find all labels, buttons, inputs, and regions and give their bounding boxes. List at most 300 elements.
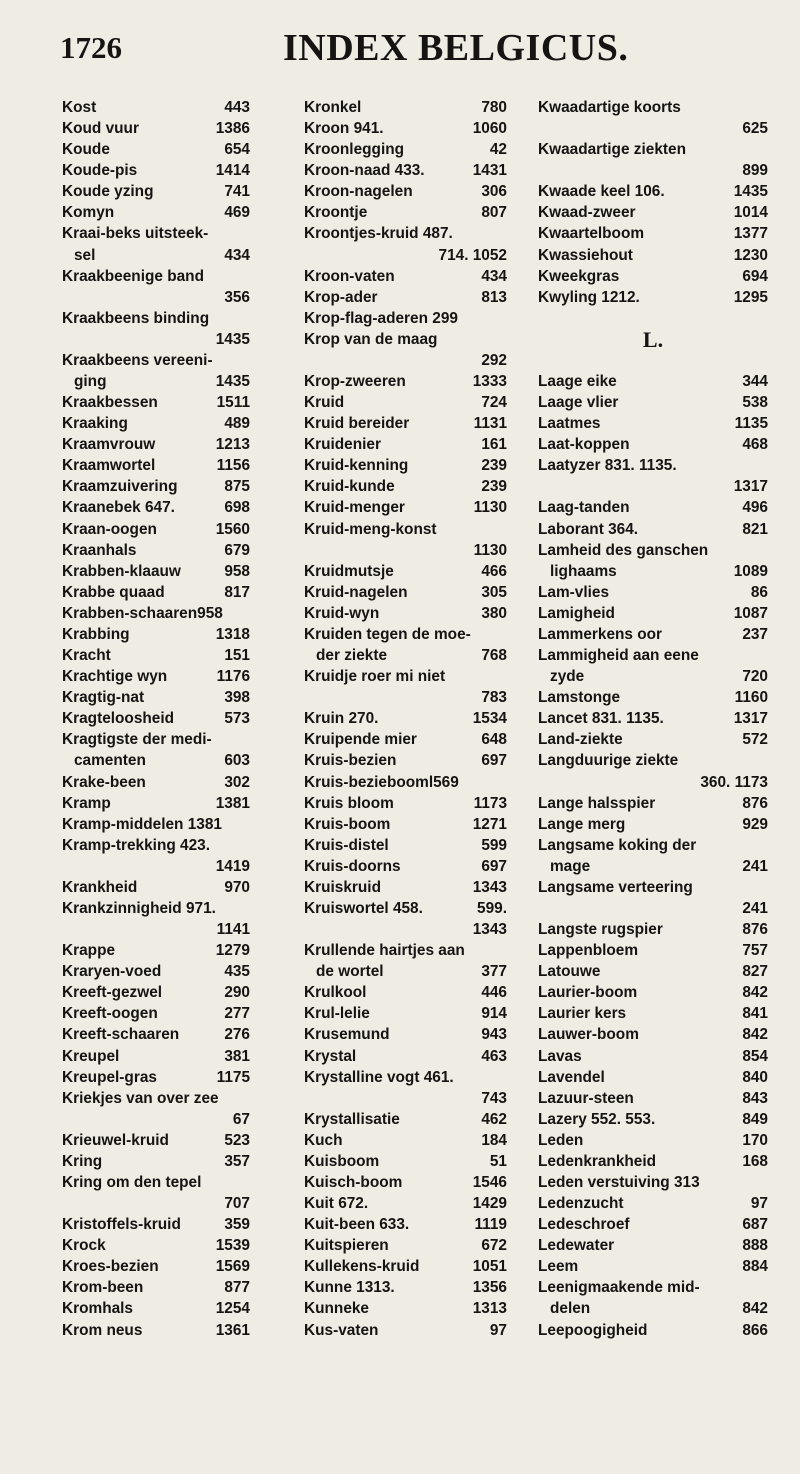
index-entry: [62, 118, 250, 139]
index-term: Kruiskruid: [304, 878, 381, 896]
index-entry: [304, 750, 507, 771]
page-reference: 714. 1052: [438, 246, 507, 264]
index-entry: [62, 1151, 250, 1172]
page-reference: 694: [742, 267, 768, 285]
index-term: Kwaadartige koorts: [538, 99, 681, 116]
index-term: der ziekte: [316, 647, 388, 665]
index-entry: [538, 582, 768, 603]
page-reference: 86: [750, 583, 768, 601]
page-reference: 573: [224, 710, 250, 728]
index-entry: [62, 350, 250, 371]
index-term: Kroon 941.: [304, 120, 384, 138]
index-entry: [304, 476, 507, 497]
index-term: Kreupel-gras: [62, 1068, 157, 1086]
index-entry: [62, 266, 250, 287]
index-entry: [62, 202, 250, 223]
index-entry: [538, 961, 768, 982]
index-entry: [538, 118, 768, 139]
page-reference: 1546: [472, 1173, 507, 1191]
page-reference: 462: [481, 1110, 507, 1128]
index-entry: [538, 793, 768, 814]
page-reference: 97: [750, 1195, 768, 1213]
page-reference: 849: [742, 1110, 768, 1128]
index-term: Kwaad-zweer: [538, 204, 636, 222]
index-entry: [62, 181, 250, 202]
index-entry: [538, 371, 768, 392]
index-term: Kreeft-oogen: [62, 1005, 158, 1023]
page-reference: 468: [742, 436, 768, 454]
page-reference: 827: [742, 963, 768, 981]
index-term: Langste rugspier: [538, 921, 663, 939]
index-entry: [304, 519, 507, 540]
index-entry: [538, 519, 768, 540]
index-term: Kruis-boom: [304, 815, 391, 833]
index-entry: [62, 519, 250, 540]
index-term: Krop van de maag: [304, 330, 438, 348]
index-entry: [304, 1003, 507, 1024]
index-entry: [538, 666, 768, 687]
index-entry: [304, 645, 507, 666]
page-reference: 51: [489, 1152, 507, 1170]
index-entry: [538, 1298, 768, 1319]
index-entry: [304, 1046, 507, 1067]
page-reference: 1135: [734, 415, 768, 433]
index-term: Kristoffels-kruid: [62, 1216, 181, 1234]
index-entry: [538, 1193, 768, 1214]
page-reference: 929: [742, 815, 768, 833]
page-reference: 1386: [215, 120, 250, 138]
index-entry: [538, 603, 768, 624]
index-entry: [62, 1046, 250, 1067]
index-term: Kruis-bezien: [304, 752, 397, 770]
index-term: Komyn: [62, 204, 115, 222]
index-entry: [538, 919, 768, 940]
index-entry: [304, 1024, 507, 1045]
index-term: Kraanhals: [62, 541, 137, 559]
index-term: Kreeft-schaaren: [62, 1026, 180, 1044]
page-reference: 840: [742, 1068, 768, 1086]
index-entry: [62, 603, 250, 624]
index-term: Krulkool: [304, 984, 367, 1002]
index-term: Krock: [62, 1237, 106, 1255]
index-entry: [304, 919, 507, 940]
page-reference: 380: [481, 604, 507, 622]
page-reference: 276: [224, 1026, 250, 1044]
index-entry: [62, 561, 250, 582]
page-reference: 1419: [215, 857, 250, 875]
index-entry: [304, 982, 507, 1003]
index-entry: [62, 413, 250, 434]
page-reference: 1089: [733, 562, 768, 580]
index-term: Kroontje: [304, 204, 368, 222]
page-reference: 1175: [216, 1068, 250, 1086]
page-reference: 161: [481, 436, 507, 454]
page-reference: 1119: [474, 1216, 507, 1234]
index-term: Kruidmutsje: [304, 562, 394, 580]
index-column-3: [538, 97, 768, 1341]
page-reference: 1414: [215, 162, 250, 180]
index-term: Kraan-oogen: [62, 520, 157, 538]
index-entry: [538, 287, 768, 308]
page-reference: 1317: [733, 710, 768, 728]
page-reference: 434: [481, 267, 507, 285]
index-term: Leepoogigheid: [538, 1321, 648, 1339]
index-term: lighaams: [550, 562, 617, 580]
index-term: Krystallisatie: [304, 1110, 400, 1128]
index-term: Kraakbeenige band: [62, 267, 204, 285]
index-term: Koude yzing: [62, 183, 154, 201]
index-term: Kruiswortel 458.: [304, 899, 423, 917]
index-entry: [62, 940, 250, 961]
index-entry: [538, 1067, 768, 1088]
page-reference: 239: [481, 478, 507, 496]
page-reference: 469: [224, 204, 250, 222]
index-entry: [62, 476, 250, 497]
index-term: Krappe: [62, 942, 116, 960]
page-reference: 821: [742, 520, 768, 538]
index-entry: [304, 287, 507, 308]
index-entry: [62, 540, 250, 561]
index-term: Kruidenier: [304, 436, 381, 454]
index-term: Lavas: [538, 1047, 582, 1065]
index-term: Kunneke: [304, 1300, 369, 1318]
index-entry: [304, 245, 507, 266]
index-term: Krankheid: [62, 878, 138, 896]
index-entry: [62, 1235, 250, 1256]
index-term: Kuitspieren: [304, 1237, 389, 1255]
index-term: Kroon-naad 433.: [304, 162, 425, 180]
index-entry: [62, 497, 250, 518]
index-term: Lamigheid: [538, 604, 615, 622]
page-reference: 1318: [215, 625, 250, 643]
page-reference: 1230: [733, 246, 768, 264]
index-term: Lammigheid aan eene: [538, 647, 699, 665]
index-entry: [538, 540, 768, 561]
index-term: Kwaartelboom: [538, 225, 645, 243]
page-reference: 1431: [472, 162, 507, 180]
index-entry: [62, 772, 250, 793]
page-reference: 241: [742, 899, 768, 917]
index-entry: [62, 919, 250, 940]
index-term: Koude-pis: [62, 162, 138, 180]
index-term: Latouwe: [538, 963, 601, 981]
index-entry: [304, 1067, 507, 1088]
page-reference: 842: [742, 984, 768, 1002]
index-term: Kroon-vaten: [304, 267, 395, 285]
index-entry: [304, 603, 507, 624]
index-term: Kruid-wyn: [304, 604, 380, 622]
page-reference: 698: [224, 499, 250, 517]
index-term: Kruin 270.: [304, 710, 379, 728]
index-entry: [304, 772, 507, 793]
page-reference: 1534: [472, 710, 507, 728]
page-reference: 1333: [472, 373, 507, 391]
index-entry: [538, 1109, 768, 1130]
page-reference: 381: [224, 1047, 250, 1065]
index-entry: [304, 540, 507, 561]
index-entry: [538, 202, 768, 223]
index-entry: [304, 1256, 507, 1277]
index-term: Kruidje roer mi niet: [304, 668, 446, 686]
index-entry: [538, 1151, 768, 1172]
page-reference: 1130: [473, 499, 507, 517]
page-reference: 866: [742, 1321, 768, 1339]
index-entry: [304, 582, 507, 603]
index-term: Kramp: [62, 794, 111, 812]
index-term: Kring: [62, 1152, 103, 1170]
index-column-1: [62, 97, 250, 1341]
page-reference: 305: [481, 583, 507, 601]
index-columns: [62, 97, 782, 1457]
index-term: Kruid-kenning: [304, 457, 409, 475]
index-term: Leden: [538, 1131, 584, 1149]
index-entry: [304, 624, 507, 645]
section-letter-heading: [538, 326, 768, 352]
page-reference: 237: [742, 625, 768, 643]
index-entry: [304, 898, 507, 919]
page-reference: 239: [481, 457, 507, 475]
index-term: Kwaade keel 106.: [538, 183, 665, 201]
index-term: Land-ziekte: [538, 731, 623, 749]
index-entry: [538, 898, 768, 919]
index-term: Kraakbessen: [62, 394, 158, 412]
index-entry: [538, 97, 768, 118]
page-reference: 1156: [216, 457, 250, 475]
page-reference: 648: [481, 731, 507, 749]
page-reference: 875: [224, 478, 250, 496]
index-term: Kragtigste der medi-: [62, 731, 212, 749]
page-reference: 1213: [215, 436, 250, 454]
section-letter: L.: [642, 326, 664, 352]
index-term: Krullende hairtjes aan: [304, 942, 465, 960]
index-entry: [304, 729, 507, 750]
index-entry: [62, 139, 250, 160]
index-term: sel: [74, 246, 96, 264]
index-term: Krom neus: [62, 1321, 143, 1339]
page-reference: 1130: [473, 541, 507, 559]
index-entry: [538, 645, 768, 666]
index-entry: [538, 181, 768, 202]
page-reference: 783: [481, 689, 507, 707]
index-entry: [304, 1235, 507, 1256]
index-term: Lauwer-boom: [538, 1026, 639, 1044]
page-reference: 888: [742, 1237, 768, 1255]
page-reference: 780: [481, 99, 507, 116]
index-entry: [62, 1130, 250, 1151]
index-term: Krankzinnigheid 971.: [62, 899, 216, 917]
index-term: Kraakbeens vereeni-: [62, 351, 213, 369]
index-term: Laat-koppen: [538, 436, 630, 454]
index-entry: [62, 1193, 250, 1214]
page-reference: 1435: [215, 373, 250, 391]
page-reference: 687: [742, 1216, 768, 1234]
page-reference: 489: [224, 415, 250, 433]
page-reference: 170: [742, 1131, 768, 1149]
index-entry: [62, 1172, 250, 1193]
index-term: Kroontjes-kruid 487.: [304, 225, 453, 243]
index-entry: [304, 308, 507, 329]
index-entry: [304, 1193, 507, 1214]
page-reference: 1435: [215, 330, 250, 348]
index-entry: [62, 392, 250, 413]
page-reference: 1381: [215, 794, 250, 812]
page-reference: 1377: [733, 225, 768, 243]
index-term: Kruis bloom: [304, 794, 394, 812]
page-reference: 599: [481, 836, 507, 854]
index-term: Krop-ader: [304, 288, 378, 306]
index-entry: [62, 645, 250, 666]
index-entry: [304, 329, 507, 350]
index-entry: [538, 877, 768, 898]
index-term: Laage eike: [538, 373, 617, 391]
index-term: Laag-tanden: [538, 499, 630, 517]
page-reference: 1060: [472, 120, 507, 138]
index-entry: [62, 1256, 250, 1277]
index-entry: [304, 118, 507, 139]
index-term: Kruid-nagelen: [304, 583, 408, 601]
index-term: Koud vuur: [62, 120, 139, 138]
index-term: Laurier-boom: [538, 984, 638, 1002]
index-entry: [304, 350, 507, 371]
page-reference: 943: [481, 1026, 507, 1044]
index-term: Ledenkrankheid: [538, 1152, 657, 1170]
index-entry: [304, 266, 507, 287]
index-term: ging: [74, 373, 107, 391]
index-entry: [304, 940, 507, 961]
index-term: Krop-flag-aderen 299: [304, 309, 458, 327]
index-term: Lazuur-steen: [538, 1089, 634, 1107]
page-reference: 1087: [733, 604, 768, 622]
page-reference: 377: [481, 963, 507, 981]
index-term: Leenigmaakende mid-: [538, 1279, 700, 1297]
index-term: Krom-been: [62, 1279, 144, 1297]
page-reference: 843: [742, 1089, 768, 1107]
page-reference: 1295: [733, 288, 768, 306]
index-entry: [62, 624, 250, 645]
index-entry: [62, 982, 250, 1003]
page-reference: 344: [742, 373, 768, 391]
index-term: Kuit-been 633.: [304, 1216, 410, 1234]
index-entry: [304, 139, 507, 160]
index-entry: [304, 434, 507, 455]
index-entry: [538, 139, 768, 160]
index-entry: [538, 856, 768, 877]
index-term: Kruid bereider: [304, 415, 410, 433]
index-entry: [304, 877, 507, 898]
index-entry: [62, 329, 250, 350]
page-reference: 1361: [215, 1321, 250, 1339]
index-entry: [538, 687, 768, 708]
page-reference: 877: [224, 1279, 250, 1297]
index-entry: [538, 1214, 768, 1235]
page-reference: 292: [481, 351, 507, 369]
index-term: Laatmes: [538, 415, 601, 433]
page-reference: 1343: [472, 878, 507, 896]
page-reference: 1569: [215, 1258, 250, 1276]
index-entry: [304, 413, 507, 434]
index-entry: [62, 434, 250, 455]
index-entry: [304, 835, 507, 856]
index-entry: [538, 413, 768, 434]
page-reference: 842: [742, 1300, 768, 1318]
index-entry: [62, 1109, 250, 1130]
index-entry: [538, 392, 768, 413]
index-term: Kroon-nagelen: [304, 183, 413, 201]
index-entry: [304, 181, 507, 202]
index-term: Krystal: [304, 1047, 357, 1065]
index-term: Laage vlier: [538, 394, 619, 412]
index-term: Kwassiehout: [538, 246, 633, 264]
page-reference: 496: [742, 499, 768, 517]
index-entry: [538, 982, 768, 1003]
index-entry: [304, 202, 507, 223]
page-reference: 1051: [472, 1258, 507, 1276]
index-term: Kweekgras: [538, 267, 620, 285]
page-reference: 1279: [215, 942, 250, 960]
index-term: Lamstonge: [538, 689, 621, 707]
index-entry: [304, 371, 507, 392]
page-reference: 1173: [473, 794, 507, 812]
index-entry: [304, 1109, 507, 1130]
index-entry: [62, 287, 250, 308]
page-reference: 807: [481, 204, 507, 222]
index-term: Kring om den tepel: [62, 1173, 202, 1191]
index-entry: [538, 1130, 768, 1151]
index-entry: [304, 160, 507, 181]
index-entry: [538, 624, 768, 645]
index-term: Kramp-trekking 423.: [62, 836, 210, 854]
index-term: Kruid-meng-konst: [304, 520, 437, 538]
index-term: Laatyzer 831. 1135.: [538, 457, 677, 475]
page-reference: 1176: [216, 668, 250, 686]
index-entry: [62, 245, 250, 266]
index-term: Kruis-beziebooml569: [304, 773, 459, 791]
index-entry: [304, 1320, 507, 1341]
index-entry: [62, 455, 250, 476]
index-entry: [538, 308, 768, 329]
index-term: Langsame verteering: [538, 878, 693, 896]
index-entry: [304, 1151, 507, 1172]
index-term: Kruid-kunde: [304, 478, 395, 496]
index-term: zyde: [550, 668, 585, 686]
index-entry: [538, 1003, 768, 1024]
index-entry: [538, 772, 768, 793]
page-reference: 360. 1173: [700, 773, 768, 791]
index-entry: [304, 1172, 507, 1193]
page-reference: 241: [742, 857, 768, 875]
page-reference: 277: [224, 1005, 250, 1023]
index-term: Kuisboom: [304, 1152, 380, 1170]
index-term: Kramp-middelen 1381: [62, 815, 222, 833]
index-entry: [62, 1067, 250, 1088]
page-reference: 841: [742, 1005, 768, 1023]
page-reference: 876: [742, 921, 768, 939]
page-reference: 357: [224, 1152, 250, 1170]
index-term: mage: [550, 857, 591, 875]
index-term: Kus-vaten: [304, 1321, 379, 1339]
index-entry: [304, 561, 507, 582]
page-reference: 672: [481, 1237, 507, 1255]
page-reference: 1254: [215, 1300, 250, 1318]
index-entry: [538, 1024, 768, 1045]
index-entry: [62, 1277, 250, 1298]
page-reference: 184: [481, 1131, 507, 1149]
page-reference: 1539: [215, 1237, 250, 1255]
index-entry: [304, 392, 507, 413]
index-entry: [62, 835, 250, 856]
index-entry: [304, 708, 507, 729]
page-reference: 67: [232, 1110, 250, 1128]
